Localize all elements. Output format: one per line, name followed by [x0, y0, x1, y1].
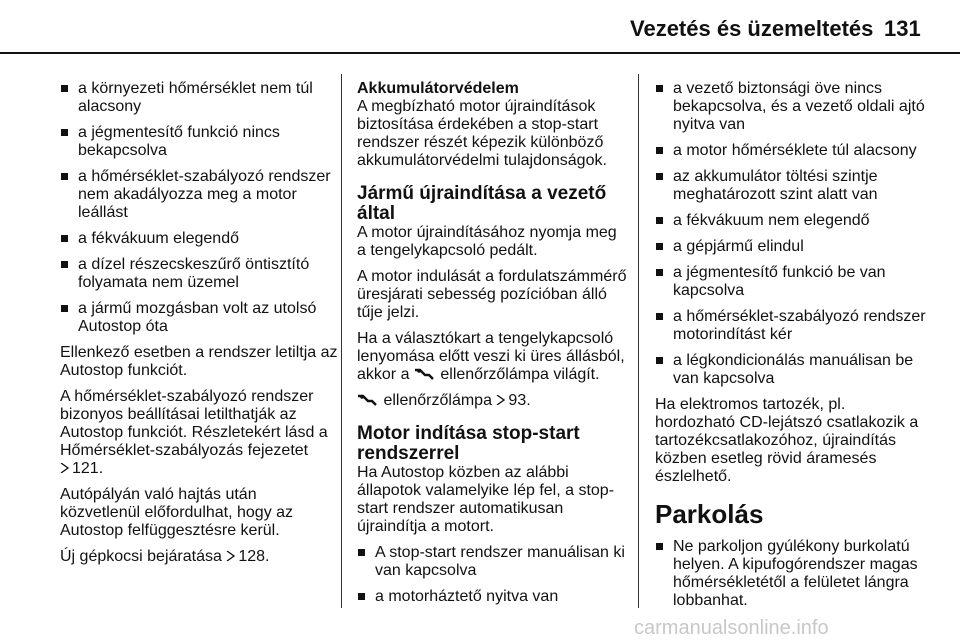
paragraph: Ha elektromos tartozék, pl. hordozható CD-lejátszó csatlakozik a tartozékcsatlakozóhoz, újraindítás közben esetleg rövid áramesés észlelhető. — [655, 396, 919, 485]
paragraph — [357, 392, 629, 410]
watermark: carmanualsonline.info — [634, 617, 829, 639]
paragraph — [60, 388, 338, 478]
list-item: a gépjármű elindul — [655, 238, 929, 256]
paragraph-text: A hőmérséklet-szabályozó rendszer bizonyos beállításai letilthatják az Autostop funkciót. Részletekért lásd a Hőmérséklet-szabályozás fejezetet — [60, 388, 328, 459]
paragraph: Autópályán való hajtás után közvetlenül előfordulhat, hogy az Autostop felfüggesztésre kerül. — [60, 486, 294, 539]
list-item: a környezeti hőmérséklet nem túl alacsony — [60, 80, 338, 116]
list-item: a jármű mozgásban volt az utolsó Autostop óta — [60, 300, 338, 336]
conditions-list — [60, 80, 338, 336]
parking-list — [655, 538, 929, 610]
page-reference-link[interactable]: 93. — [508, 392, 531, 409]
column-middle — [357, 80, 629, 614]
paragraph-text: ellenőrzőlámpa — [383, 392, 492, 409]
list-item: a légkondicionálás manuálisan be van kapcsolva — [655, 352, 929, 388]
page-reference-arrow-icon — [496, 395, 505, 405]
page-header — [0, 0, 960, 54]
page-reference-arrow-icon — [60, 463, 69, 473]
driver-restart-heading: Jármű újraindítása a vezető által — [357, 183, 607, 224]
paragraph — [60, 548, 338, 566]
list-item: a motor hőmérséklete túl alacsony — [655, 142, 929, 160]
paragraph-text: Új gépkocsi bejáratása — [60, 548, 222, 565]
list-item: a fékvákuum elegendő — [60, 230, 338, 248]
header-rule — [0, 52, 960, 54]
paragraph: A motor újraindításához nyomja meg a tengelykapcsoló pedált. — [357, 224, 617, 259]
list-item: az akkumulátor töltési szintje meghatározott szint alatt van — [655, 168, 929, 204]
page-reference-link[interactable]: 128. — [238, 548, 270, 565]
list-item: a hőmérséklet-szabályozó rendszer nem akadályozza meg a motor leállást — [60, 168, 338, 222]
list-item: a hőmérséklet-szabályozó rendszer motorindítást kér — [655, 308, 929, 344]
engine-restart-lamp-icon — [414, 368, 434, 380]
list-item: a fékvákuum nem elegendő — [655, 212, 929, 230]
engine-start-heading: Motor indítása stop-start rendszerrel — [357, 423, 580, 464]
column-left — [60, 80, 338, 574]
column-divider — [341, 74, 342, 608]
section-title: Vezetés és üzemeltetés — [630, 16, 874, 41]
engine-restart-lamp-icon — [357, 394, 377, 406]
page-number: 131 — [884, 16, 921, 41]
restart-conditions-list — [357, 544, 629, 606]
column-divider — [638, 74, 639, 608]
list-item: a vezető biztonsági öve nincs bekapcsolva, és a vezető oldali ajtó nyitva van — [655, 80, 929, 134]
paragraph: Ha Autostop közben az alábbi állapotok valamelyike lép fel, a stop-start rendszer automatikusan újraindítja a motort. — [357, 464, 615, 535]
paragraph: A motor indulását a fordulatszámmérő üresjárati sebesség pozícióban álló tűje jelzi. — [357, 268, 627, 321]
column-right — [655, 80, 929, 618]
battery-protection-heading: Akkumulátorvédelem — [357, 80, 519, 97]
restart-conditions-list-continued — [655, 80, 929, 388]
parking-heading: Parkolás — [655, 499, 764, 529]
page-reference-arrow-icon — [226, 551, 235, 561]
list-item: a dízel részecskeszűrő öntisztító folyamata nem üzemel — [60, 256, 338, 292]
paragraph-text: ellenőrzőlámpa világít. — [440, 366, 600, 383]
paragraph-text: Ha a választókart a tengelykapcsoló lenyomása előtt veszi ki üres állásból, akkor a — [357, 330, 625, 383]
list-item: a jégmentesítő funkció nincs bekapcsolva — [60, 124, 338, 160]
paragraph — [357, 330, 629, 384]
paragraph: Ellenkező esetben a rendszer letiltja az Autostop funkciót. — [60, 344, 338, 379]
page-reference-link[interactable]: 121. — [72, 460, 104, 477]
list-item: A stop-start rendszer manuálisan ki van kapcsolva — [357, 544, 629, 580]
list-item: a jégmentesítő funkció be van kapcsolva — [655, 264, 929, 300]
paragraph: A megbízható motor újraindítások biztosítása érdekében a stop-start rendszer részét képezik különböző akkumulátorvédelmi tulajdonságok. — [357, 98, 607, 169]
list-item: a motorháztető nyitva van — [357, 588, 629, 606]
list-item: Ne parkoljon gyúlékony burkolatú helyen. A kipufogórendszer magas hőmérsékletétől a felületet lángra lobbanhat. — [655, 538, 929, 610]
